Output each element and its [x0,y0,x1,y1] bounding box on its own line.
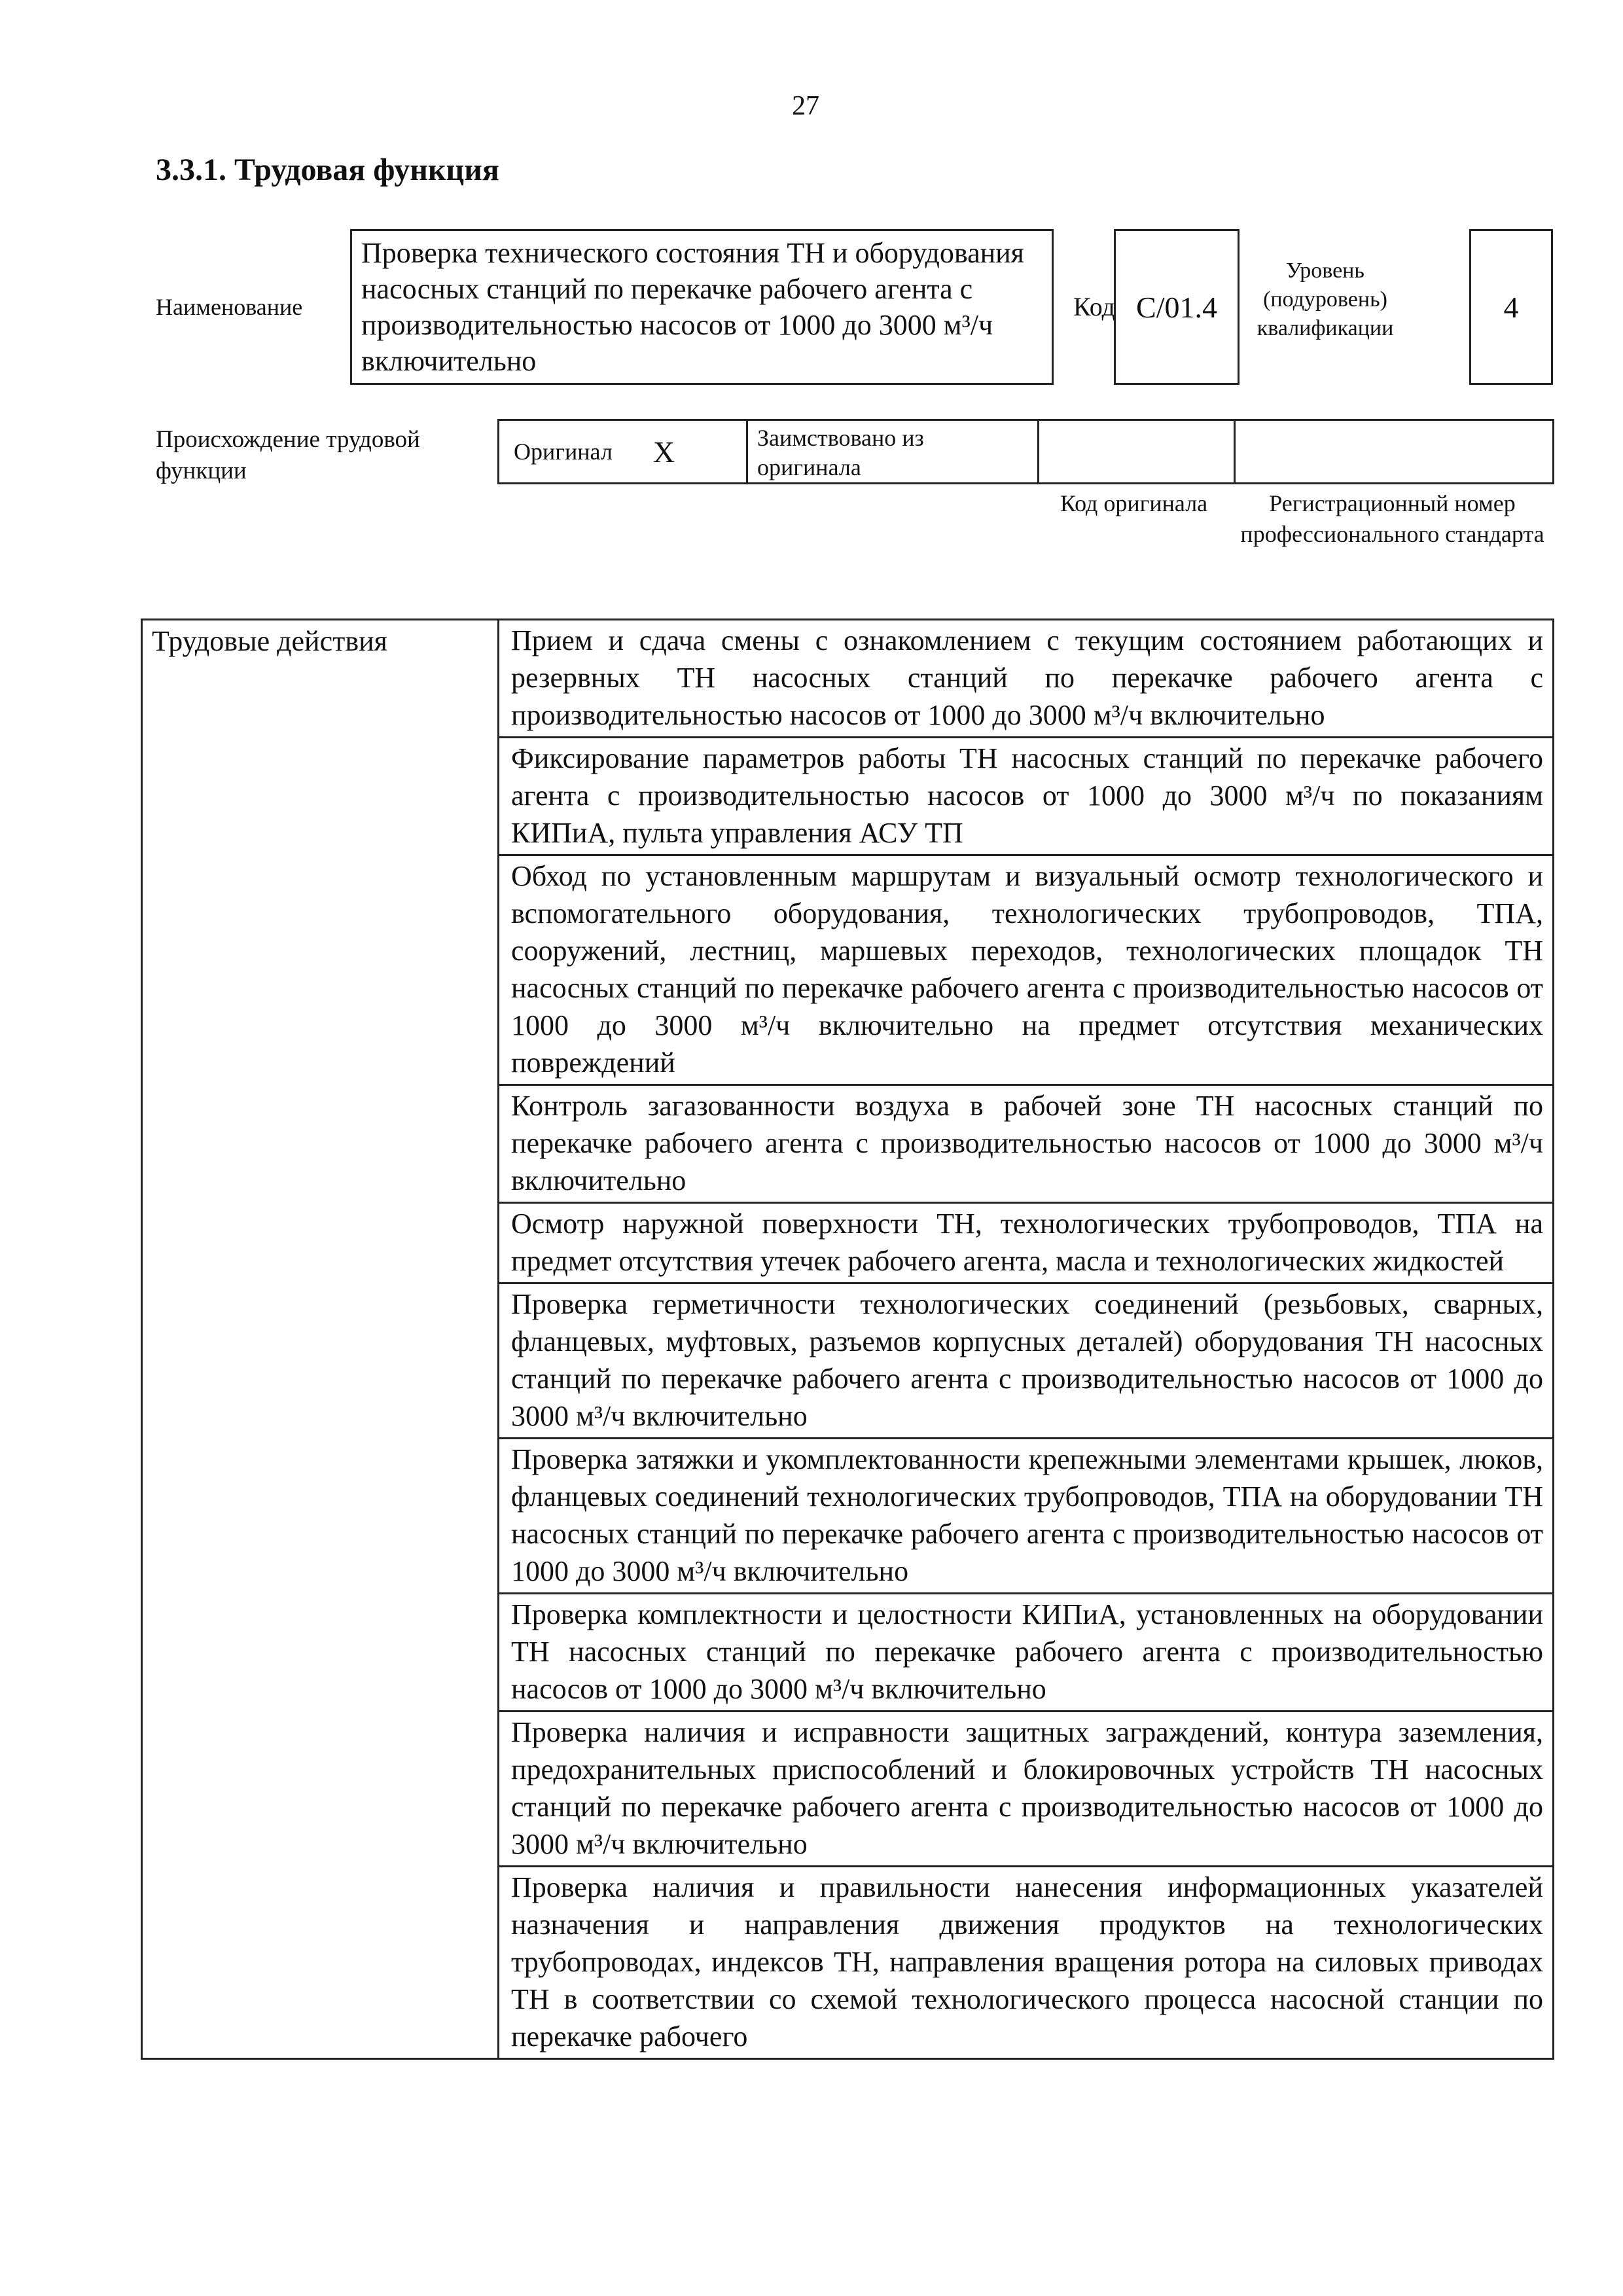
original-code-cell [1039,421,1236,482]
action-item: Проверка комплектности и целостности КИПиА, установленных на оборудовании ТН насосных станций по перекачке рабочего агента с производительностью насосов от 1000 до 3000 м³/ч включительно [499,1594,1554,1712]
labor-actions-table [141,619,1554,2060]
borrowed-label: Заимствовано из оригинала [748,421,1039,482]
function-code-field: C/01.4 [1114,229,1240,385]
action-item: Проверка затяжки и укомплектованности крепежными элементами крышек, люков, фланцевых соединений технологических трубопроводов, ТПА на оборудовании ТН насосных станций по перекачке рабочего агента с производительностью насосов от 1000 до 3000 м³/ч включительно [499,1439,1554,1594]
action-item: Фиксирование параметров работы ТН насосных станций по перекачке рабочего агента с производительностью насосов от 1000 до 3000 м³/ч по показаниям КИПиА, пульта управления АСУ ТП [499,738,1554,855]
original-mark: X [652,435,675,469]
origin-label: Происхождение трудовой функции [156,426,420,485]
name-label: Наименование [156,294,303,320]
qualification-level-field: 4 [1469,229,1553,385]
table-row [142,620,1554,738]
action-item: Осмотр наружной поверхности ТН, технологических трубопроводов, ТПА на предмет отсутствия утечек рабочего агента, масла и технологических жидкостей [499,1203,1554,1283]
actions-heading: Трудовые действия [142,620,499,2059]
action-item: Обход по установленным маршрутам и визуальный осмотр технологического и вспомогательного оборудования, технологических трубопроводов, ТПА, сооружений, лестниц, маршевых переходов, технологических площадок ТН насосных станций по перекачке рабочего агента с производительностью насосов от 1000 до 3000 м³/ч включительно на предмет отсутствия механических повреждений [499,855,1554,1085]
origin-table [497,419,1554,484]
page-number: 27 [792,91,819,121]
action-item: Проверка герметичности технологических соединений (резьбовых, сварных, фланцевых, муфтовых, разъемов корпусных деталей) оборудования ТН насосных станций по перекачке рабочего агента с производительностью насосов от 1000 до 3000 м³/ч включительно [499,1283,1554,1439]
registration-number-cell [1236,421,1552,482]
action-item: Контроль загазованности воздуха в рабочей зоне ТН насосных станций по перекачке рабочего агента с производительностью насосов от 1000 до 3000 м³/ч включительно [499,1085,1554,1203]
original-label: Оригинал [514,439,613,465]
function-name-field: Проверка технического состояния ТН и оборудования насосных станций по перекачке рабочего агента с производительностью насосов от 1000 до 3000 м³/ч включительно [350,229,1054,385]
action-item: Проверка наличия и правильности нанесения информационных указателей назначения и направления движения продуктов на технологических трубопроводах, индексов ТН, направления вращения ротора на силовых приводах ТН в соответствии со схемой технологического процесса насосной станции по перекачке рабочего [499,1867,1554,2059]
original-code-caption: Код оригинала [1060,490,1208,516]
origin-original-cell [499,421,748,482]
qualification-level-label: Уровень (подуровень) квалификации [1257,259,1394,341]
code-label: Код [1073,292,1115,321]
registration-number-caption: Регистрационный номер профессионального стандарта [1240,490,1544,547]
action-item: Проверка наличия и исправности защитных заграждений, контура заземления, предохранительных приспособлений и блокировочных устройств ТН насосных станций по перекачке рабочего агента с производительностью насосов от 1000 до 3000 м³/ч включительно [499,1712,1554,1867]
section-title: 3.3.1. Трудовая функция [156,152,499,187]
action-item: Прием и сдача смены с ознакомлением с текущим состоянием работающих и резервных ТН насосных станций по перекачке рабочего агента с производительностью насосов от 1000 до 3000 м³/ч включительно [499,620,1554,738]
